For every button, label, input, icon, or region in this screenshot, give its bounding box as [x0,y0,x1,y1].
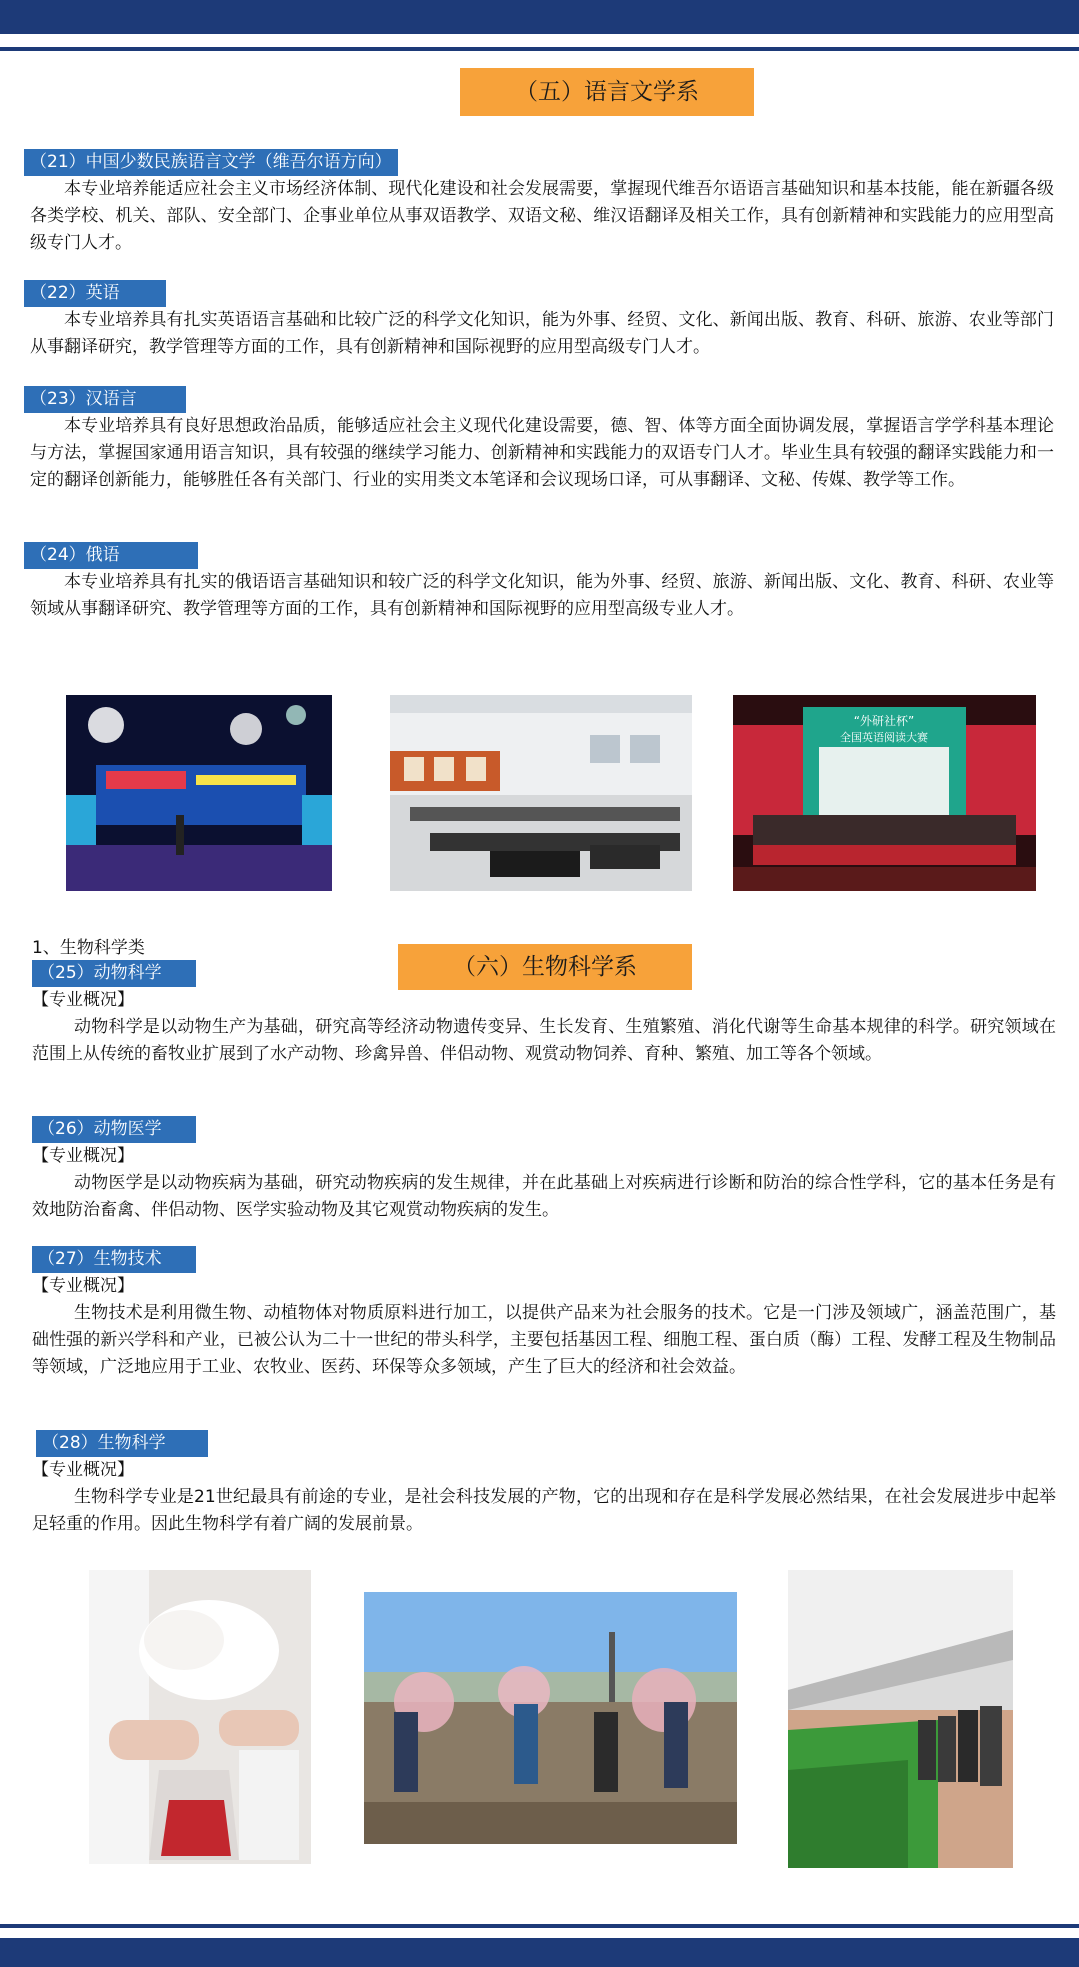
overview-label-26: 【专业概况】 [32,1146,134,1166]
language-lab-photo [390,695,692,891]
category-label: 1、生物科学类 [32,938,145,958]
major-desc-22: 本专业培养具有扎实英语语言基础和比较广泛的科学文化知识，能为外事、经贸、文化、新闻出版、教育、科研、旅游、农业等部门从事翻译研究，教学管理等方面的工作，具有创新精神和国际视野的应用型高级专门人才。 [30,310,1054,357]
greenhouse-visit-photo [788,1570,1013,1868]
major-desc-21: 本专业培养能适应社会主义市场经济体制、现代化建设和社会发展需要，掌握现代维吾尔语语言基础知识和基本技能，能在新疆各级各类学校、机关、部队、安全部门、企事业单位从事双语教学、双语文秘、维汉语翻译及相关工作，具有创新精神和实践能力的应用型高级专门人才。 [30,179,1054,253]
bottom-navy-bar [0,1938,1079,1967]
major-tag-26: （26）动物医学 [32,1116,196,1143]
major-tag-24: （24）俄语 [24,542,198,569]
stage-performance-photo [66,695,332,891]
major-tag-28: （28）生物科学 [36,1430,208,1457]
major-desc-24: 本专业培养具有扎实的俄语语言基础知识和较广泛的科学文化知识，能为外事、经贸、旅游、新闻出版、文化、教育、科研、农业等领域从事翻译研究、教学管理等方面的工作，具有创新精神和国际视野的应用型高级专业人才。 [30,572,1054,619]
top-navy-bar [0,0,1079,34]
major-desc-26: 动物医学是以动物疾病为基础，研究动物疾病的发生规律，并在此基础上对疾病进行诊断和防治的综合性学科，它的基本任务是有效地防治畜禽、伴侣动物、医学实验动物及其它观赏动物疾病的发生。 [32,1173,1056,1220]
contest-banner-text: “外研社杯” [853,714,915,728]
major-tag-22: （22）英语 [24,280,166,307]
major-desc-25: 动物科学是以动物生产为基础，研究高等经济动物遗传变异、生长发育、生殖繁殖、消化代谢等生命基本规律的科学。研究领域在范围上从传统的畜牧业扩展到了水产动物、珍禽异兽、伴侣动物、观赏动物饲养、育种、繁殖、加工等各个领域。 [32,1017,1056,1064]
section-title-language: （五）语言文学系 [460,68,754,116]
bottom-navy-line [0,1924,1079,1928]
animal-experiment-photo [89,1570,311,1864]
major-tag-25: （25）动物科学 [32,960,196,987]
major-desc-23: 本专业培养具有良好思想政治品质，能够适应社会主义现代化建设需要，德、智、体等方面全面协调发展，掌握语言学学科基本理论与方法，掌握国家通用语言知识，具有较强的继续学习能力、创新精神和实践能力的双语专门人才。毕业生具有较强的翻译实践能力和一定的翻译创新能力，能够胜任各有关部门、行业的实用类文本笔译和会议现场口译，可从事翻译、文秘、传媒、教学等工作。 [30,416,1054,490]
major-desc-28: 生物科学专业是21世纪最具有前途的专业，是社会科技发展的产物，它的出现和存在是科学发展必然结果，在社会发展进步中起举足轻重的作用。因此生物科学有着广阔的发展前景。 [32,1487,1056,1534]
overview-label-25: 【专业概况】 [32,990,134,1010]
orchard-planting-photo [364,1592,737,1844]
major-tag-21: （21）中国少数民族语言文学（维吾尔语方向） [24,149,398,176]
section-title-biology: （六）生物科学系 [398,944,692,990]
major-desc-27: 生物技术是利用微生物、动植物体对物质原料进行加工，以提供产品来为社会服务的技术。它是一门涉及领域广，涵盖范围广，基础性强的新兴学科和产业，已被公认为二十一世纪的带头科学，主要包括基因工程、细胞工程、蛋白质（酶）工程、发酵工程及生物制品等领域，广泛地应用于工业、农牧业、医药、环保等众多领域，产生了巨大的经济和社会效益。 [32,1303,1056,1377]
major-tag-23: （23）汉语言 [24,386,186,413]
major-tag-27: （27）生物技术 [32,1246,196,1273]
reading-contest-photo [733,695,1036,891]
overview-label-27: 【专业概况】 [32,1276,134,1296]
top-navy-line [0,47,1079,51]
contest-banner-subtext: 全国英语阅读大赛 [840,731,928,744]
overview-label-28: 【专业概况】 [32,1460,134,1480]
